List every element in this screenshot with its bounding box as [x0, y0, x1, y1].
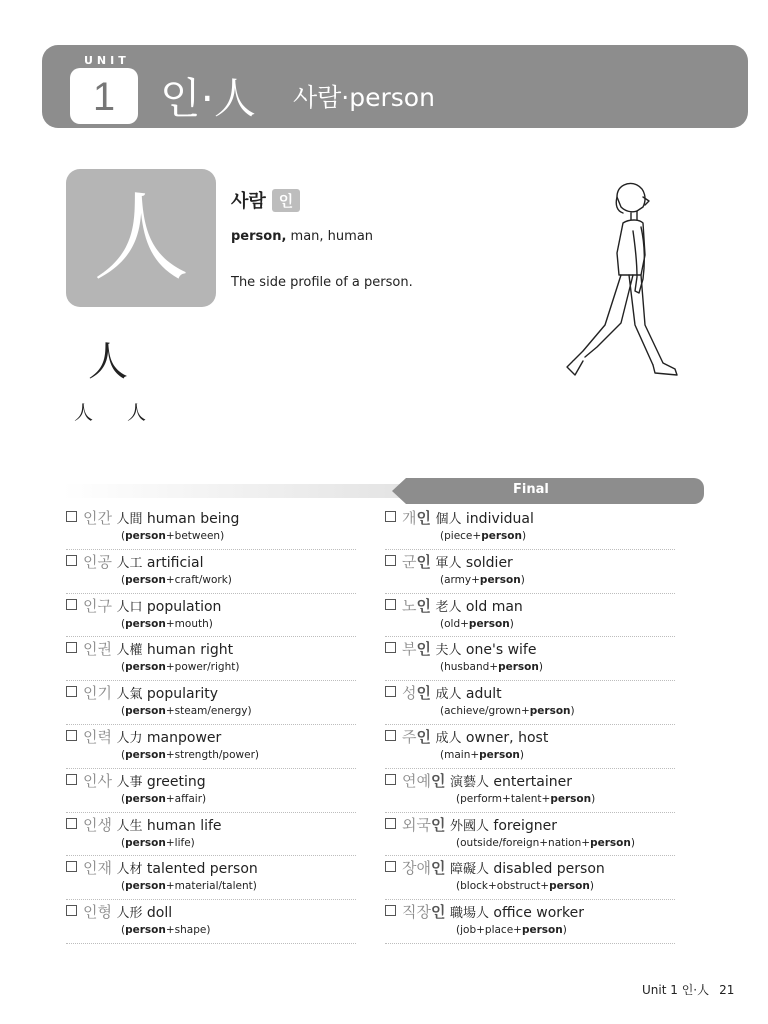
breakdown-parts: +power/right: [165, 661, 236, 674]
vocab-korean-stem: 인기: [83, 684, 112, 703]
breakdown-parts: +affair: [165, 792, 203, 805]
vocab-english: old man: [465, 598, 523, 615]
breakdown-person: person: [125, 661, 166, 674]
vocab-korean: [402, 553, 431, 571]
vocab-korean: [402, 597, 431, 615]
vocab-hanja: 人材: [116, 862, 143, 878]
breakdown-parts: block+obstruct+: [460, 880, 550, 893]
vocab-line: [385, 597, 675, 617]
vocab-breakdown: (person+life): [121, 836, 195, 849]
breakdown-person: person: [590, 836, 631, 849]
vocab-korean: [402, 903, 445, 921]
vocab-korean-highlight: 인: [430, 903, 446, 922]
vocab-korean-stem: 부: [402, 640, 417, 659]
vocab-line: [385, 772, 675, 792]
breakdown-parts: army+: [444, 573, 480, 586]
breakdown-parts: piece+: [444, 530, 482, 542]
breakdown-parts: main+: [444, 748, 480, 761]
vocab-korean-highlight: 인: [416, 596, 431, 615]
vocab-korean-stem: 외국: [402, 815, 431, 834]
breakdown-person: person: [125, 836, 166, 849]
checkbox-icon[interactable]: [66, 774, 77, 785]
vocab-breakdown: (person+mouth): [121, 617, 213, 630]
breakdown-person: person: [549, 880, 590, 893]
character-tile: 人: [66, 169, 216, 307]
vocab-item: [385, 506, 675, 550]
breakdown-parts: +life: [165, 836, 191, 849]
breakdown-person: person: [521, 924, 563, 937]
unit-number: 1: [70, 68, 138, 124]
unit-subtitle: 사람·person: [293, 83, 435, 112]
vocab-item: [66, 637, 356, 681]
vocab-breakdown: (person+strength/power): [121, 748, 259, 761]
vocab-hanja: 障礙人: [449, 862, 489, 878]
vocab-english: manpower: [146, 729, 222, 746]
vocab-korean: [83, 597, 112, 615]
breakdown-parts: job+place+: [460, 924, 522, 937]
vocab-korean: [402, 816, 445, 834]
vocab-hanja: 個人: [435, 512, 462, 527]
vocab-korean-stem: 장애: [402, 859, 431, 878]
checkbox-icon[interactable]: [66, 861, 77, 872]
breakdown-person: person: [125, 705, 166, 718]
breakdown-person: person: [529, 705, 571, 718]
vocab-hanja: 人力: [116, 730, 143, 746]
vocab-english: popularity: [146, 686, 219, 703]
vocab-korean: [83, 772, 112, 790]
vocab-item: [66, 681, 356, 725]
breakdown-person: person: [550, 792, 592, 805]
vocab-item: [385, 550, 675, 594]
checkbox-icon[interactable]: [385, 861, 396, 872]
vocab-line: [66, 728, 356, 748]
breakdown-parts: +mouth: [165, 617, 209, 630]
vocab-line: [385, 684, 675, 704]
vocab-korean: [402, 772, 445, 790]
vocab-column-initial: [66, 506, 356, 944]
vocab-item: [66, 769, 356, 813]
checkbox-icon[interactable]: [385, 730, 396, 741]
vocab-line: [66, 640, 356, 660]
page-footer: [642, 981, 734, 998]
breakdown-person: person: [125, 617, 166, 630]
checkbox-icon[interactable]: [66, 686, 77, 697]
vocab-item: [66, 550, 356, 594]
checkbox-icon[interactable]: [385, 555, 396, 566]
vocab-line: [385, 553, 675, 573]
section-label-final: Final: [513, 482, 549, 497]
character-large: 人: [88, 339, 128, 385]
vocab-line: [385, 728, 675, 748]
vocab-item: [66, 594, 356, 638]
vocab-korean: [83, 903, 112, 921]
vocab-korean-highlight: 인: [416, 727, 431, 746]
vocab-korean: [402, 859, 445, 877]
vocab-item: [385, 594, 675, 638]
vocab-hanja: 人工: [116, 555, 143, 571]
vocab-item: [385, 856, 675, 900]
vocab-korean: [83, 728, 112, 746]
vocab-english: population: [146, 598, 222, 615]
checkbox-icon[interactable]: [385, 511, 396, 522]
breakdown-parts: husband+: [444, 661, 499, 674]
meaning-primary: person,: [231, 229, 287, 244]
vocab-hanja: 成人: [435, 687, 462, 703]
sound-badge: 인: [272, 189, 301, 212]
vocab-korean: [402, 684, 431, 702]
vocab-breakdown: (army+person): [440, 573, 525, 586]
vocab-korean-stem: 직장: [402, 903, 431, 922]
vocab-english: soldier: [465, 554, 513, 571]
vocab-english: office worker: [493, 905, 585, 922]
vocab-item: [66, 856, 356, 900]
meaning-secondary: man, human: [286, 229, 374, 244]
vocab-line: [66, 553, 356, 573]
vocab-breakdown: (achieve/grown+person): [440, 705, 575, 718]
breakdown-person: person: [125, 792, 166, 805]
vocab-section-bar: [62, 478, 704, 504]
vocab-breakdown: (block+obstruct+person): [456, 880, 594, 893]
vocab-hanja: 成人: [435, 730, 462, 746]
vocab-line: [66, 597, 356, 617]
vocab-breakdown: (piece+person): [440, 530, 527, 542]
vocab-korean: [402, 509, 431, 527]
checkbox-icon[interactable]: [385, 599, 396, 610]
vocab-korean: [83, 816, 112, 834]
vocab-hanja: 人權: [116, 643, 143, 659]
vocab-korean-stem: 주: [402, 727, 417, 746]
breakdown-person: person: [481, 530, 522, 542]
breakdown-person: person: [125, 924, 166, 937]
vocab-breakdown: (job+place+person): [456, 924, 567, 937]
vocab-korean-stem: 성: [402, 684, 417, 703]
page-number: 21: [719, 983, 735, 997]
vocab-item: [385, 769, 675, 813]
vocab-breakdown: (husband+person): [440, 661, 543, 674]
vocab-breakdown: (person+between): [121, 530, 225, 542]
vocab-korean-highlight: 인: [430, 815, 446, 834]
stroke-order: 人 人: [74, 402, 161, 424]
vocab-korean: [402, 728, 431, 746]
vocab-item: [385, 725, 675, 769]
vocab-breakdown: (person+craft/work): [121, 573, 232, 586]
vocab-hanja: 演藝人: [449, 774, 489, 790]
breakdown-parts: +between: [165, 530, 221, 542]
breakdown-parts: outside/foreign+nation+: [460, 836, 591, 849]
checkbox-icon[interactable]: [66, 730, 77, 741]
vocab-breakdown: (person+shape): [121, 924, 211, 937]
breakdown-parts: +material/talent: [165, 880, 253, 893]
vocab-korean-highlight: 인: [416, 552, 431, 571]
vocab-korean-stem: 인공: [83, 552, 112, 571]
vocab-breakdown: (person+power/right): [121, 661, 240, 674]
checkbox-icon[interactable]: [385, 686, 396, 697]
breakdown-parts: +craft/work: [165, 573, 228, 586]
vocab-item: [66, 813, 356, 857]
vocab-breakdown: (person+affair): [121, 792, 207, 805]
vocab-hanja: 職場人: [449, 906, 489, 922]
vocab-line: [66, 903, 356, 923]
checkbox-icon[interactable]: [385, 905, 396, 916]
vocab-hanja: 人形: [116, 906, 143, 922]
vocab-hanja: 人事: [116, 774, 143, 790]
vocab-korean-highlight: 인: [430, 859, 446, 878]
character-description: The side profile of a person.: [231, 275, 413, 290]
vocab-line: [66, 859, 356, 879]
character-meaning: [231, 229, 373, 244]
breakdown-person: person: [125, 880, 166, 893]
vocab-english: human right: [146, 642, 234, 659]
vocab-item: [385, 813, 675, 857]
section-bar-fade: [62, 484, 402, 498]
vocab-hanja: 外國人: [449, 818, 489, 834]
vocab-korean-stem: 인권: [83, 640, 112, 659]
checkbox-icon[interactable]: [66, 818, 77, 829]
vocab-item: [385, 681, 675, 725]
checkbox-icon[interactable]: [66, 511, 77, 522]
checkbox-icon[interactable]: [66, 642, 77, 653]
breakdown-person: person: [125, 530, 166, 542]
vocab-korean-highlight: 인: [416, 640, 431, 659]
vocab-english: doll: [146, 905, 173, 922]
breakdown-person: person: [498, 661, 539, 674]
vocab-english: greeting: [146, 773, 206, 790]
vocab-hanja: 人氣: [116, 687, 143, 703]
checkbox-icon[interactable]: [385, 642, 396, 653]
vocab-english: disabled person: [493, 861, 605, 878]
footer-unit-label: Unit 1 인·人: [642, 983, 710, 997]
vocab-korean-highlight: 인: [416, 684, 431, 703]
checkbox-icon[interactable]: [385, 774, 396, 785]
vocab-korean: [83, 509, 112, 527]
vocab-breakdown: (person+material/talent): [121, 880, 257, 893]
vocab-breakdown: (main+person): [440, 748, 525, 761]
breakdown-parts: achieve/grown+: [444, 705, 530, 718]
checkbox-icon[interactable]: [66, 555, 77, 566]
vocab-korean-stem: 인구: [83, 596, 112, 615]
vocab-line: [385, 509, 675, 529]
breakdown-person: person: [468, 617, 510, 630]
checkbox-icon[interactable]: [66, 905, 77, 916]
vocab-line: [385, 816, 675, 836]
vocab-english: individual: [465, 511, 534, 527]
vocab-korean-stem: 노: [402, 596, 417, 615]
vocab-korean-highlight: 인: [416, 509, 431, 527]
breakdown-person: person: [125, 748, 166, 761]
vocab-item: [66, 725, 356, 769]
vocab-korean-highlight: 인: [430, 771, 446, 790]
breakdown-person: person: [479, 573, 521, 586]
vocab-english: artificial: [146, 554, 204, 571]
vocab-line: [66, 684, 356, 704]
vocab-hanja: 人口: [116, 599, 143, 615]
vocab-line: [66, 816, 356, 836]
vocab-korean: [83, 684, 112, 702]
vocab-hanja: 軍人: [435, 555, 462, 571]
vocab-line: [66, 772, 356, 792]
vocab-korean-stem: 인생: [83, 815, 112, 834]
unit-title: 인·人: [160, 74, 256, 123]
vocab-english: one's wife: [465, 642, 537, 659]
vocab-korean-stem: 인재: [83, 859, 112, 878]
vocab-item: [385, 637, 675, 681]
vocab-line: [385, 859, 675, 879]
vocab-korean-stem: 개: [402, 509, 417, 527]
vocab-korean-stem: 연예: [402, 771, 431, 790]
vocab-korean-stem: 인력: [83, 727, 112, 746]
breakdown-parts: perform+talent+: [460, 792, 551, 805]
vocab-hanja: 老人: [435, 599, 462, 615]
vocab-item: [66, 506, 356, 550]
vocab-korean-stem: 인사: [83, 771, 112, 790]
vocab-item: [66, 900, 356, 944]
vocab-english: adult: [465, 686, 502, 703]
vocab-korean: [83, 859, 112, 877]
vocab-breakdown: (old+person): [440, 617, 514, 630]
vocab-korean: [83, 553, 112, 571]
vocab-english: talented person: [146, 861, 258, 878]
vocab-english: human being: [146, 511, 240, 527]
checkbox-icon[interactable]: [66, 599, 77, 610]
vocab-english: owner, host: [465, 729, 549, 746]
vocab-hanja: 人間: [116, 512, 143, 527]
character-reading: [231, 187, 300, 213]
vocab-breakdown: (outside/foreign+nation+person): [456, 836, 635, 849]
vocab-english: foreigner: [493, 817, 557, 834]
vocab-hanja: 夫人: [435, 643, 462, 659]
vocab-item: [385, 900, 675, 944]
vocab-korean: [83, 640, 112, 658]
vocab-hanja: 人生: [116, 818, 143, 834]
breakdown-parts: +strength/power: [165, 748, 255, 761]
vocab-line: [385, 903, 675, 923]
vocab-korean-stem: 인간: [83, 509, 112, 527]
walking-person-illustration: [545, 175, 705, 385]
vocab-korean-stem: 인형: [83, 903, 112, 922]
vocab-korean: [402, 640, 431, 658]
vocab-english: entertainer: [493, 773, 572, 790]
reading-text: 사람: [231, 191, 266, 212]
vocab-korean-stem: 군: [402, 552, 417, 571]
unit-label: UNIT: [84, 54, 130, 67]
vocab-column-final: [385, 506, 675, 944]
breakdown-parts: +steam/energy: [165, 705, 248, 718]
vocab-breakdown: (perform+talent+person): [456, 792, 596, 805]
breakdown-person: person: [125, 573, 166, 586]
vocab-line: [385, 640, 675, 660]
breakdown-parts: +shape: [165, 924, 207, 937]
checkbox-icon[interactable]: [385, 818, 396, 829]
breakdown-person: person: [479, 748, 520, 761]
breakdown-parts: old+: [444, 617, 469, 630]
vocab-line: [66, 509, 356, 529]
vocab-english: human life: [146, 817, 222, 834]
vocab-breakdown: (person+steam/energy): [121, 705, 252, 718]
